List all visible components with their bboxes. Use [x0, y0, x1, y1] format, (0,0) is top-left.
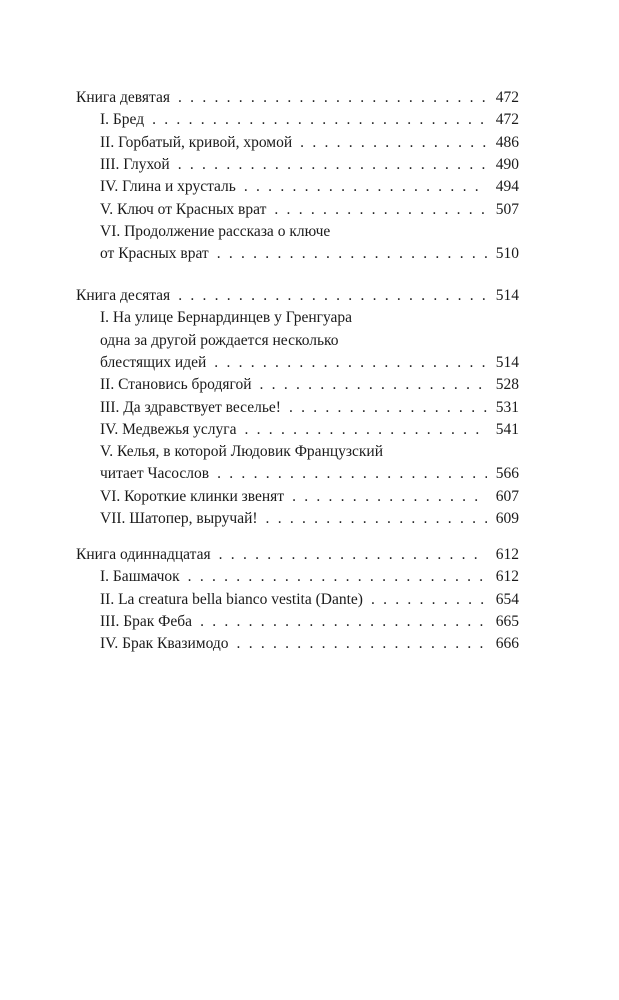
chapter-entry-title: II. Становись бродягой	[100, 376, 252, 394]
chapter-entry-title: V. Ключ от Красных врат	[100, 200, 267, 218]
dot-leader	[178, 87, 487, 109]
book-heading-title: Книга одиннадцатая	[76, 546, 211, 563]
page-number: 486	[495, 133, 519, 151]
chapter-entry	[100, 486, 519, 508]
page-number: 612	[495, 568, 519, 586]
chapter-entry	[100, 419, 519, 441]
page-number: 528	[495, 376, 519, 394]
chapter-entry-title: I. Башмачок	[100, 568, 180, 586]
page-number: 541	[495, 420, 519, 438]
page-number: 566	[495, 465, 519, 483]
chapter-entry-title: читает Часослов	[100, 465, 210, 483]
page-number: 472	[495, 89, 519, 106]
chapter-entry-title: VII. Шатопер, выручай!	[100, 510, 258, 527]
book-heading-title: Книга девятая	[76, 89, 171, 106]
chapter-entry	[100, 132, 519, 154]
page-number: 665	[495, 612, 519, 630]
page-number: 490	[495, 155, 519, 173]
page-number: 510	[495, 245, 519, 263]
book-heading-title: Книга десятая	[76, 287, 171, 304]
chapter-entry	[100, 633, 519, 655]
dot-leader	[200, 611, 487, 633]
chapter-entry-title: II. Горбатый, кривой, хромой	[100, 133, 293, 151]
page-number: 507	[495, 200, 519, 218]
dot-leader	[178, 154, 487, 176]
chapter-entry-title: III. Брак Феба	[100, 612, 193, 630]
chapter-entry	[100, 611, 519, 633]
chapter-entry	[100, 589, 519, 611]
chapter-entry-title: VI. Короткие клинки звенят	[100, 487, 285, 505]
page-number: 654	[495, 590, 519, 608]
chapter-entry-title: IV. Глина и хрусталь	[100, 178, 236, 196]
chapter-entry	[100, 154, 519, 176]
chapter-entry	[100, 109, 519, 131]
chapter-entry	[100, 374, 519, 396]
dot-leader	[237, 633, 487, 655]
page-number: 607	[495, 487, 519, 505]
chapter-entry	[100, 397, 519, 419]
dot-leader	[300, 132, 487, 154]
dot-leader	[217, 463, 487, 485]
chapter-entry	[100, 463, 519, 485]
dot-leader	[289, 397, 487, 419]
dot-leader	[152, 109, 487, 131]
dot-leader	[219, 544, 487, 566]
chapter-entry-title: IV. Брак Квазимодо	[100, 635, 229, 653]
chapter-entry-title: I. Бред	[100, 111, 145, 129]
dot-leader	[371, 589, 487, 611]
dot-leader	[244, 176, 487, 198]
page-number: 514	[495, 353, 519, 371]
chapter-title-line: одна за другой рождается несколько	[100, 331, 339, 349]
dot-leader	[260, 374, 487, 396]
book-heading	[76, 285, 519, 307]
chapter-entry	[100, 243, 519, 265]
dot-leader	[266, 508, 487, 530]
chapter-entry-title: III. Глухой	[100, 155, 170, 173]
chapter-entry	[100, 508, 519, 530]
book-heading	[76, 544, 519, 566]
page-number: 666	[495, 635, 519, 653]
chapter-entry-title: II. La creatura bella bianco vestita (Dante)	[100, 590, 363, 608]
chapter-entry-title: IV. Медвежья услуга	[100, 420, 237, 438]
dot-leader	[188, 566, 487, 588]
book-heading	[76, 87, 519, 109]
chapter-entry	[100, 199, 519, 221]
chapter-title-line: VI. Продолжение рассказа о ключе	[100, 222, 331, 240]
chapter-entry	[100, 352, 519, 374]
page-number: 612	[495, 546, 519, 563]
dot-leader	[292, 486, 487, 508]
chapter-title-line: V. Келья, в которой Людовик Французский	[100, 443, 384, 461]
chapter-entry-title: от Красных врат	[100, 245, 209, 263]
chapter-entry-title: III. Да здравствует веселье!	[100, 398, 281, 416]
dot-leader	[178, 285, 487, 307]
chapter-title-line: I. На улице Бернардинцев у Гренгуара	[100, 309, 353, 327]
chapter-entry	[100, 176, 519, 198]
dot-leader	[214, 352, 487, 374]
page-number: 531	[495, 398, 519, 416]
dot-leader	[274, 199, 487, 221]
chapter-entry	[100, 566, 519, 588]
page-number: 472	[495, 111, 519, 129]
page-number: 494	[495, 178, 519, 196]
chapter-entry-title: блестящих идей	[100, 353, 207, 371]
page-number: 514	[495, 287, 519, 304]
page-number: 609	[495, 510, 519, 527]
dot-leader	[217, 243, 487, 265]
dot-leader	[245, 419, 488, 441]
